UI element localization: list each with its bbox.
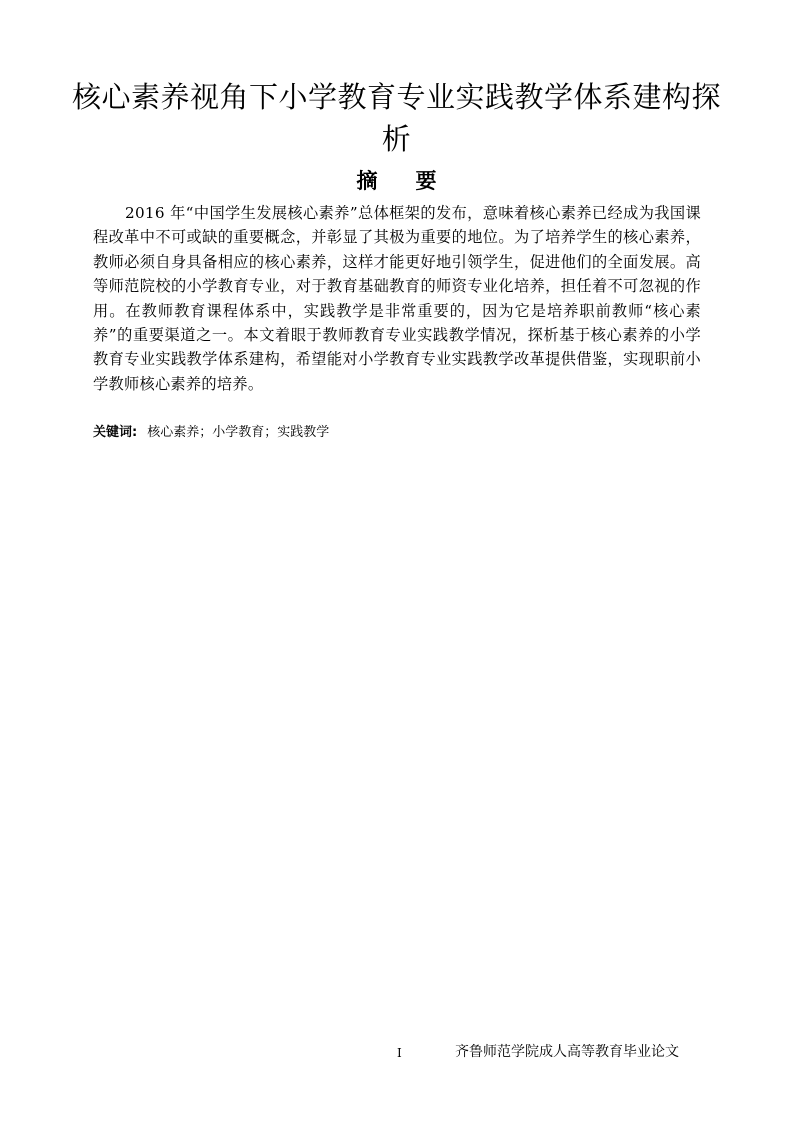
document-title: 核心素养视角下小学教育专业实践教学体系建构探析 bbox=[71, 80, 721, 156]
abstract-heading bbox=[0, 166, 793, 196]
footer-page-number: I bbox=[397, 1046, 402, 1060]
abstract-heading-char-2: 要 bbox=[415, 169, 437, 193]
footer-institution: 齐鲁师范学院成人高等教育毕业论文 bbox=[455, 1044, 679, 1060]
keywords-value: 核心素养；小学教育；实践教学 bbox=[147, 425, 330, 440]
abstract-body: 2016 年“中国学生发展核心素养”总体框架的发布，意味着核心素养已经成为我国课程改革中不可或缺的重要概念，并彰显了其极为重要的地位。为了培养学生的核心素养，教师必须自身具备相应的核心素养，这样才能更好地引领学生，促进他们的全面发展。高等师范院校的小学教育专业，对于教育基础教育的师资专业化培养，担任着不可忽视的作用。在教师教育课程体系中，实践教学是非常重要的，因为它是培养职前教师“核心素养”的重要渠道之一。本文着眼于教师教育专业实践教学情况，探析基于核心素养的小学教育专业实践教学体系建构，希望能对小学教育专业实践教学改革提供借鉴，实现职前小学教师核心素养的培养。 bbox=[93, 204, 701, 393]
keywords-label: 关键词: bbox=[93, 425, 138, 440]
abstract-heading-char-1: 摘 bbox=[356, 169, 378, 193]
keywords-line bbox=[93, 423, 329, 443]
